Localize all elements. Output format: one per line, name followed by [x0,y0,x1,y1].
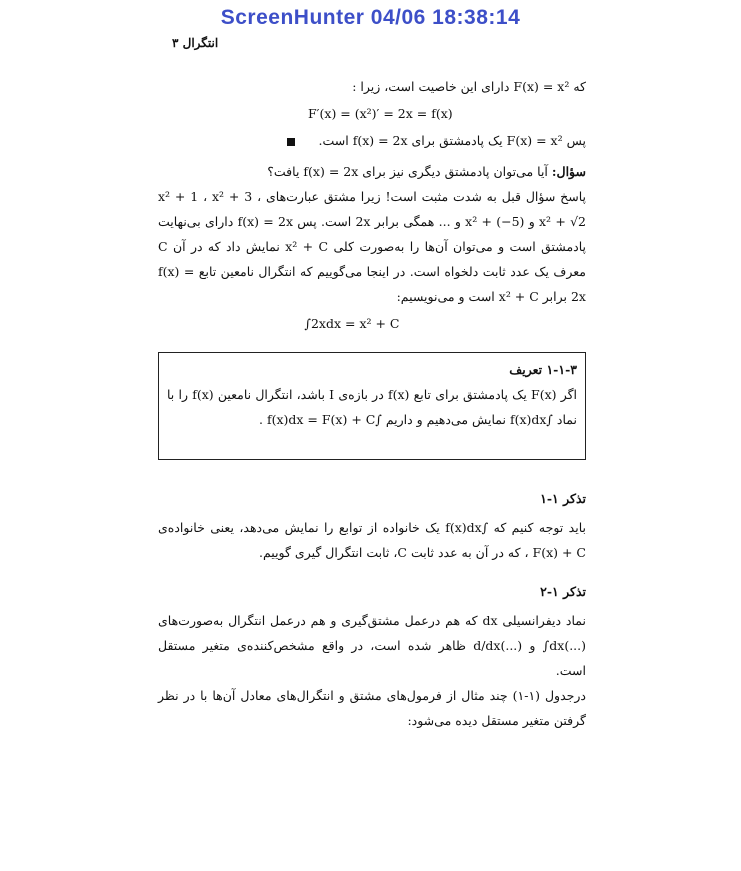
definition-title: ۱-۱-۳ تعریف [509,362,577,377]
note-2-title: تذکر ۱-۲ [540,584,586,599]
question-label: سؤال: [551,164,586,179]
question-text: آیا می‌توان پادمشتق دیگری نیز برای f(x) = 2x یافت؟ [267,164,548,179]
equation-integral: ∫2xdx = x² + C [304,316,400,331]
screenhunter-banner: ScreenHunter 04/06 18:38:14 [220,6,521,29]
note-1-text: باید توجه کنیم که ∫f(x)dx یک خانواده از توابع را نمایش می‌دهد، یعنی خانواده‌ی F(x) + C ، که در آن به عدد ثابت C، ثابت انتگرال گیری گوییم. [158,520,586,560]
question-paragraph [158,159,586,184]
paragraph-4: درجدول (۱-۱) چند مثال از فرمول‌های مشتق و انتگرال‌های معادل آن‌ها با در نظر گرفتن متغیر مستقل دیده می‌شود: [158,688,586,728]
note-1-title: تذکر ۱-۱ [540,491,586,506]
qed-square-icon [287,138,295,146]
chapter-header: انتگرال ۳ [172,36,219,50]
paragraph-3: پاسخ سؤال قبل به شدت مثبت است! زیرا مشتق عبارت‌های x² + 1 ، x² + 3 ، x² + √2 و x² + (−5) و ... همگی برابر 2x است. پس f(x) = 2x دارای بی‌نهایت پادمشتق است و می‌توان آن‌ها را به‌صورت کلی x² + C نمایش داد که در آن C معرف یک عدد ثابت دلخواه است. در اینجا می‌گوییم که انتگرال نامعین تابع f(x) = 2x برابر x² + C است و می‌نویسیم: [158,189,586,304]
definition-text: اگر F(x) یک پادمشتق برای تابع f(x) در بازه‌ی I باشد، انتگرال نامعین f(x) را با نماد ∫f(x)dx نمایش می‌دهیم و داریم ∫f(x)dx = F(x) + C . [167,387,578,427]
definition-box [158,352,586,460]
paragraph-2 [158,128,586,153]
page-body [158,74,586,733]
paragraph-2-text: پس F(x) = x² یک پادمشتق برای f(x) = 2x است. [318,133,586,148]
equation-derivative: F′(x) = (x²)′ = 2x = f(x) [308,106,453,121]
note-2-text: نماد دیفرانسیلی dx که هم درعمل مشتق‌گیری و هم درعمل انتگرال به‌صورت‌های (...)dx∫ و (...)d/dx ظاهر شده است، در واقع مشخص‌کننده‌ی متغیر مستقل است. [158,613,587,678]
paragraph-1: که F(x) = x² دارای این خاصیت است، زیرا : [352,79,586,94]
